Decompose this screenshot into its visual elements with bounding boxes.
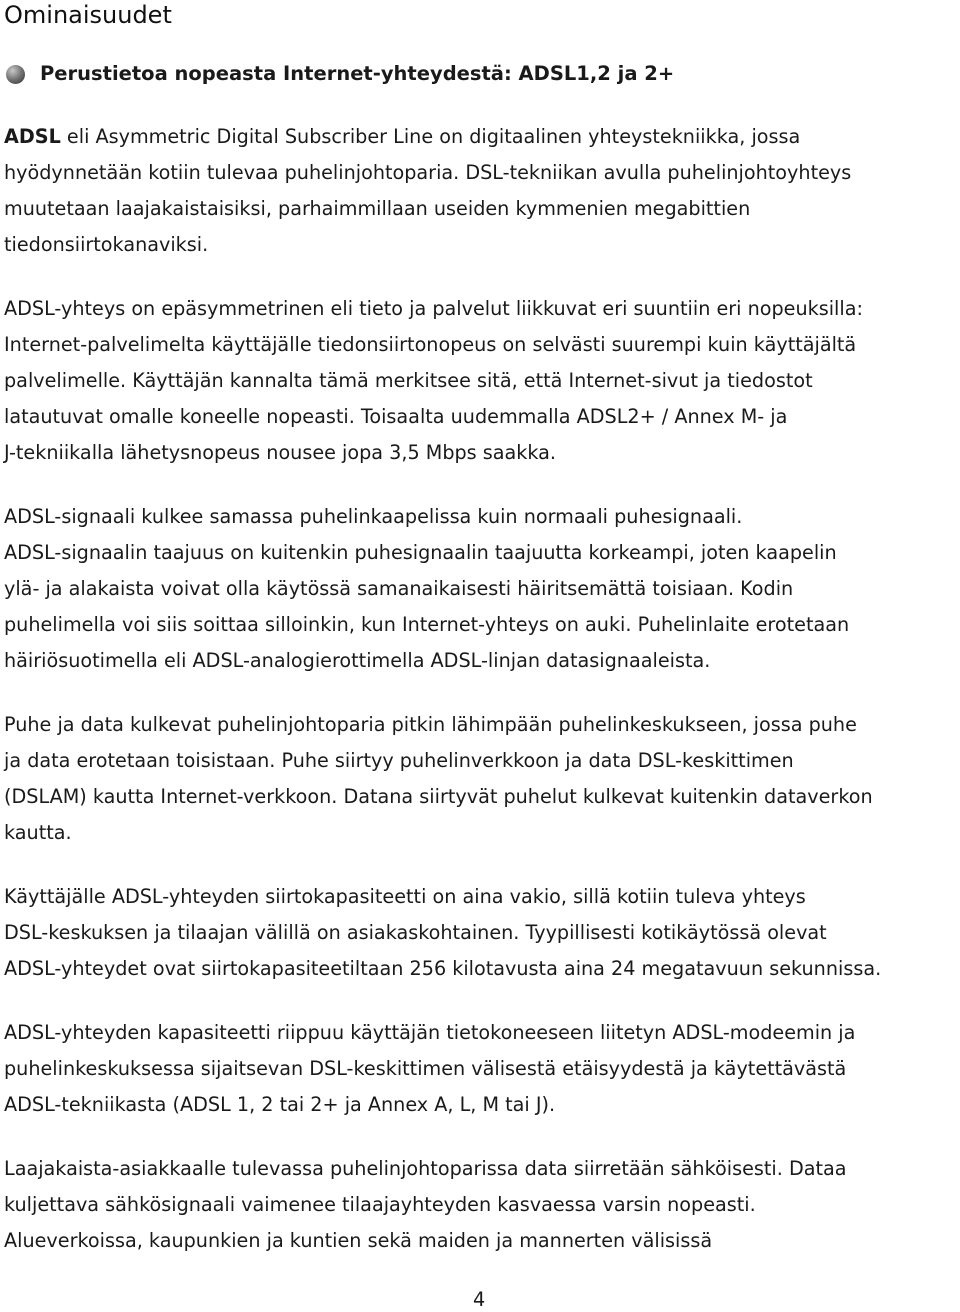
paragraph-capacity — [4, 879, 960, 987]
paragraph-line: Internet-palvelimelta käyttäjälle tiedonsiirtonopeus on selvästi suurempi kuin käyttäjältä — [4, 333, 857, 356]
body-text — [4, 119, 960, 1287]
paragraph-line: ADSL-tekniikasta (ADSL 1, 2 tai 2+ ja Annex A, L, M tai J). — [4, 1093, 556, 1116]
paragraph-line: ADSL-yhteydet ovat siirtokapasiteetiltaan 256 kilotavusta aina 24 megatavuun sekunnissa. — [4, 957, 882, 980]
paragraph-line: kautta. — [4, 821, 72, 844]
paragraph-line: puhelimella voi siis soittaa silloinkin, kun Internet-yhteys on auki. Puhelinlaite erotetaan — [4, 613, 850, 636]
section-heading-text: Perustietoa nopeasta Internet-yhteydestä: ADSL1,2 ja 2+ — [40, 62, 675, 85]
paragraph-distance — [4, 1015, 960, 1123]
paragraph-asymmetry — [4, 291, 960, 471]
paragraph-line: DSL-keskuksen ja tilaajan välillä on asiakaskohtainen. Tyypillisesti kotikäytössä olevat — [4, 921, 827, 944]
paragraph-line: (DSLAM) kautta Internet-verkkoon. Datana siirtyvät puhelut kulkevat kuitenkin dataverkon — [4, 785, 873, 808]
paragraph-line: ylä- ja alakaista voivat olla käytössä samanaikaisesti häiritsemättä toisiaan. Kodin — [4, 577, 794, 600]
paragraph-signal — [4, 499, 960, 679]
paragraph-line: Alueverkoissa, kaupunkien ja kuntien sekä maiden ja mannerten välisissä — [4, 1229, 713, 1252]
paragraph-line: häiriösuotimella eli ADSL-analogierottimella ADSL-linjan datasignaaleista. — [4, 649, 711, 672]
section-heading — [4, 60, 674, 88]
bullet-icon — [6, 65, 25, 84]
paragraph-line: J-tekniikalla lähetysnopeus nousee jopa 3,5 Mbps saakka. — [4, 441, 557, 464]
paragraph-line: tiedonsiirtokanaviksi. — [4, 233, 209, 256]
paragraph-line: hyödynnetään kotiin tulevaa puhelinjohtoparia. DSL-tekniikan avulla puhelinjohtoyhteys — [4, 161, 852, 184]
paragraph-line: ADSL eli Asymmetric Digital Subscriber Line on digitaalinen yhteystekniikka, jossa — [4, 125, 801, 148]
paragraph-voice-data — [4, 707, 960, 851]
paragraph-line: kuljettava sähkösignaali vaimenee tilaajayhteyden kasvaessa varsin nopeasti. — [4, 1193, 756, 1216]
paragraph-line: muutetaan laajakaistaisiksi, parhaimmillaan useiden kymmenien megabittien — [4, 197, 751, 220]
paragraph-line: ADSL-signaalin taajuus on kuitenkin puhesignaalin taajuutta korkeampi, joten kaapelin — [4, 541, 837, 564]
paragraph-line: ADSL-signaali kulkee samassa puhelinkaapelissa kuin normaali puhesignaali. — [4, 505, 743, 528]
paragraph-adsl-intro — [4, 119, 960, 263]
paragraph-line: Puhe ja data kulkevat puhelinjohtoparia pitkin lähimpään puhelinkeskukseen, jossa puhe — [4, 713, 857, 736]
paragraph-line: ADSL-yhteys on epäsymmetrinen eli tieto ja palvelut liikkuvat eri suuntiin eri nopeuksilla: — [4, 297, 863, 320]
page-number: 4 — [473, 1288, 486, 1311]
paragraph-line: ADSL-yhteyden kapasiteetti riippuu käyttäjän tietokoneeseen liitetyn ADSL-modeemin ja — [4, 1021, 856, 1044]
page-title: Ominaisuudet — [4, 1, 172, 29]
paragraph-line: ja data erotetaan toisistaan. Puhe siirtyy puhelinverkkoon ja data DSL-keskittimen — [4, 749, 794, 772]
paragraph-line: Laajakaista-asiakkaalle tulevassa puhelinjohtoparissa data siirretään sähköisesti. Dataa — [4, 1157, 847, 1180]
paragraph-line: latautuvat omalle koneelle nopeasti. Toisaalta uudemmalla ADSL2+ / Annex M- ja — [4, 405, 788, 428]
paragraph-electrical — [4, 1151, 960, 1259]
adsl-bold-term: ADSL — [4, 125, 61, 148]
paragraph-line: puhelinkeskuksessa sijaitsevan DSL-keskittimen välisestä etäisyydestä ja käytettävästä — [4, 1057, 847, 1080]
paragraph-line: palvelimelle. Käyttäjän kannalta tämä merkitsee sitä, että Internet-sivut ja tiedostot — [4, 369, 813, 392]
paragraph-line: Käyttäjälle ADSL-yhteyden siirtokapasiteetti on aina vakio, sillä kotiin tuleva yhteys — [4, 885, 806, 908]
